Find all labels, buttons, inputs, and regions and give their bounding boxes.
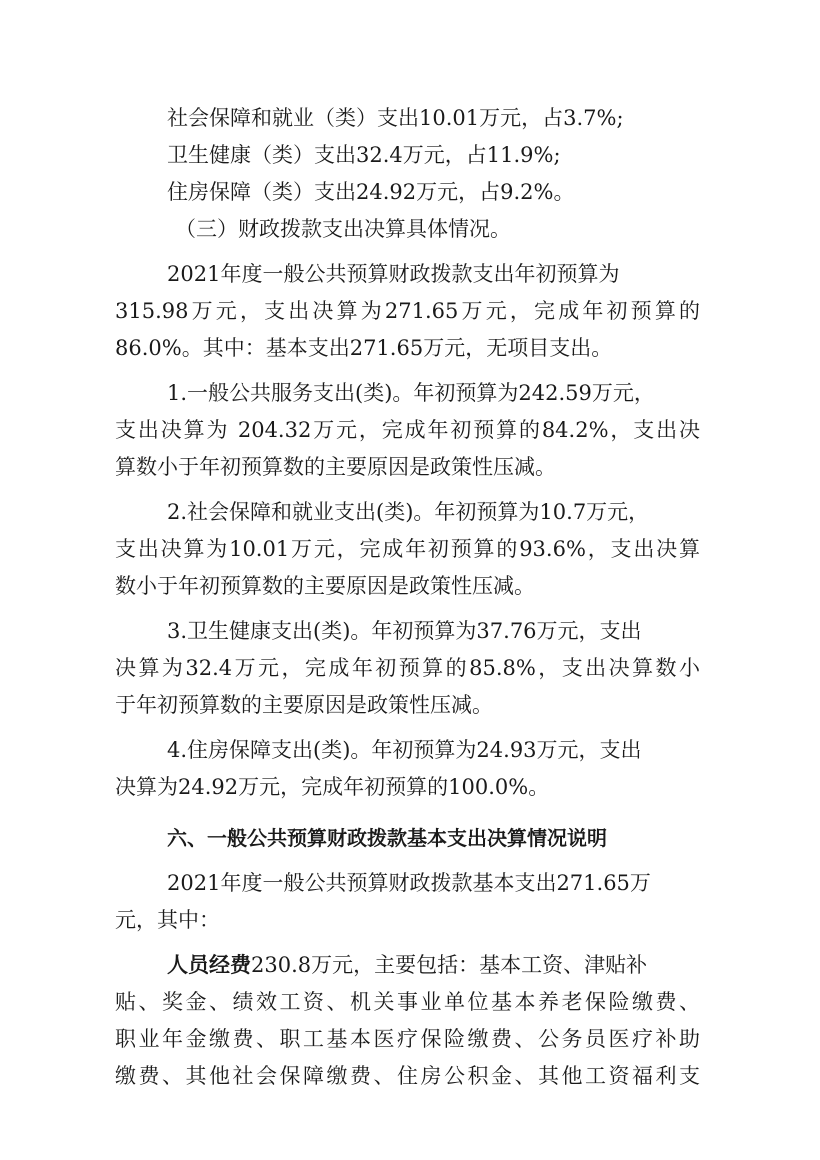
text-line: 数小于年初预算数的主要原因是政策性压减。: [115, 574, 535, 598]
paragraph-item-4: [115, 732, 700, 806]
text-line: 缴费、其他社会保障缴费、住房公积金、其他工资福利支: [115, 1064, 700, 1088]
paragraph-basic-expenditure: [115, 865, 700, 939]
paragraph-personnel-expenses: [115, 947, 700, 1095]
text-line: 元，其中：: [115, 908, 220, 932]
section-heading: 六、一般公共预算财政拨款基本支出决算情况说明: [167, 826, 607, 850]
text-line: 贴、奖金、绩效工资、机关事业单位基本养老保险缴费、: [115, 990, 700, 1014]
subsection-heading: （三）财政拨款支出决算具体情况。: [175, 217, 511, 241]
text-line: 3.卫生健康支出(类)。年初预算为37.76万元，支出: [167, 619, 642, 643]
text-line: 2.社会保障和就业支出(类)。年初预算为10.7万元，: [167, 500, 650, 524]
text-line: 职业年金缴费、职工基本医疗保险缴费、公务员医疗补助: [115, 1027, 700, 1051]
text-line: 1.一般公共服务支出(类)。年初预算为242.59万元，: [167, 381, 655, 405]
text-line: 卫生健康（类）支出32.4万元，占11.9%;: [167, 143, 561, 167]
text-line: 决算为24.92万元，完成年初预算的100.0%。: [115, 775, 550, 799]
paragraph-item-3: [115, 613, 700, 724]
document-body: [115, 100, 700, 1095]
text-line: 2021年度一般公共预算财政拨款支出年初预算为: [167, 262, 620, 286]
text-line: 决算为32.4万元，完成年初预算的85.8%，支出决算数小: [115, 656, 700, 680]
paragraph-item-2: [115, 494, 700, 605]
text-line: 于年初预算数的主要原因是政策性压减。: [115, 693, 493, 717]
text-line: [115, 947, 700, 984]
text-line: 支出决算为 204.32万元，完成年初预算的84.2%，支出决: [115, 418, 700, 442]
text-line: 支出决算为10.01万元，完成年初预算的93.6%，支出决算: [115, 537, 700, 561]
text-line: 2021年度一般公共预算财政拨款基本支出271.65万: [167, 871, 651, 895]
text-line: 315.98万元，支出决算为271.65万元，完成年初预算的: [115, 299, 700, 323]
text-line: 86.0%。其中：基本支出271.65万元，无项目支出。: [115, 336, 613, 360]
paragraph-item-1: [115, 375, 700, 486]
text-fragment: 230.8万元，主要包括：基本工资、津贴补: [251, 953, 648, 977]
text-line: 社会保障和就业（类）支出10.01万元，占3.7%;: [167, 106, 624, 130]
text-line: 算数小于年初预算数的主要原因是政策性压减。: [115, 455, 556, 479]
paragraph-overview: [115, 256, 700, 367]
text-line: 住房保障（类）支出24.92万元，占9.2%。: [167, 180, 575, 204]
bold-term: 人员经费: [167, 953, 251, 977]
text-line: 4.住房保障支出(类)。年初预算为24.93万元，支出: [167, 738, 642, 762]
